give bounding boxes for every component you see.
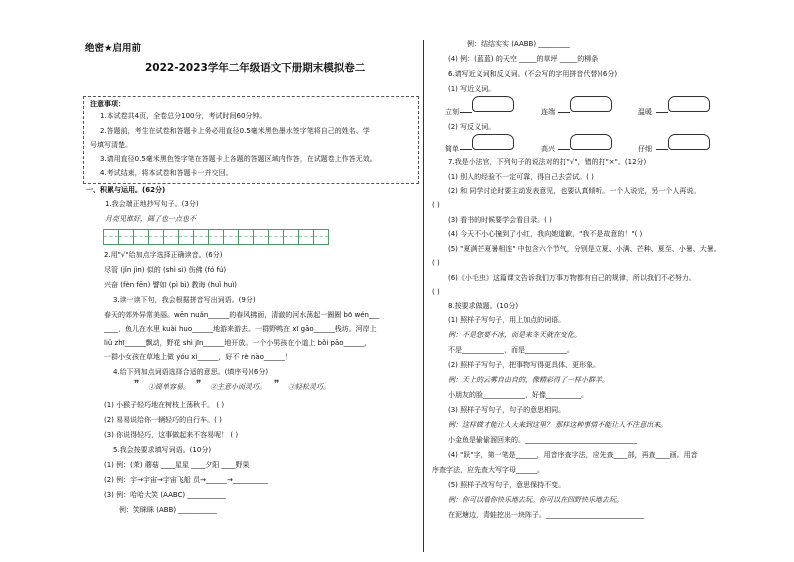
q7-item-5: (5) "夏满芒夏暑相连" 中包含六个节气，分别是立夏、小满、芒种、夏至、小暑、大暑。 bbox=[448, 245, 721, 253]
q5-row-4: 例：笑眯眯 (ABB) ___________ bbox=[119, 506, 217, 514]
q8-item-5: (5) 照样子改写句子，意思保持不变。 bbox=[448, 481, 566, 489]
q8-item-1: (1) 照样子写句子，用上加点的词语。 bbox=[448, 316, 566, 324]
q8-item-3-example: 例：这样做才能让人大来到这里？ 那样这种事情不能让人不注意出来。 bbox=[448, 421, 668, 429]
q3-line-3: liǔ zhī______飘动，野花 shì jīn______地开放。一个小男孩在小道上 bǒi pāo______， bbox=[104, 339, 372, 347]
page-title: 2022-2023学年二年级语文下册期末模拟卷二 bbox=[145, 62, 366, 74]
q8-item-2-answer: 小朋友的脸____________，好像__________。 bbox=[448, 391, 588, 399]
q4-item-2: (2) 易易说给你一辆轻巧的自行车。( ) bbox=[104, 416, 222, 424]
q8-item-2: (2) 照样子写句子，把事物写得更具体、更形象。 bbox=[448, 361, 601, 369]
q2-row-2: 兴奋 (fèn fēn) 譬如 (pì bì) 教诲 (huǐ huì) bbox=[104, 281, 238, 289]
q3-prompt: 3.读一读下句，我会根据拼音写出词语。(9分) bbox=[113, 296, 256, 304]
q2-prompt: 2.用"√"给加点字选择正确读音。(6分) bbox=[104, 251, 223, 259]
q6-near-word-2: 连端 bbox=[541, 108, 555, 116]
answer-box[interactable] bbox=[668, 96, 710, 112]
q6-anti-word-1: 简单 bbox=[445, 145, 459, 153]
notice-heading: 注意事项： bbox=[90, 100, 125, 108]
q3-line-4: 一群小女孩在草地上做 yóu xì______，好不 rè nào______！ bbox=[104, 353, 292, 361]
answer-box[interactable] bbox=[570, 96, 612, 112]
q7-item-2-bracket: ( ) bbox=[432, 201, 440, 209]
option-bubble-icon: ❞ bbox=[274, 379, 280, 390]
notice-item-3: 3.请用直径0.5毫米黑色签字笔在答题卡上各题的答题区域内作答，在试题卷上作答无效。 bbox=[100, 155, 377, 163]
connector-line bbox=[558, 112, 570, 113]
q8-item-2-example: 例：天上的云雾自由自的，像精彩得了一样小群羊。 bbox=[448, 376, 609, 384]
q7-item-3: (3) 看书的时候要学会看目录。( ) bbox=[448, 216, 552, 224]
q8-item-4-cont: 序查字法，应先查大写字母______。 bbox=[432, 466, 544, 474]
q7-item-5-bracket: ( ) bbox=[432, 259, 440, 267]
r-item-4: (4) 例：(蓝蓝) 的天空 _____的草坪 _____的柳条 bbox=[448, 55, 599, 63]
q6-near-word-1: 立刻 bbox=[445, 108, 459, 116]
q4-prompt: 4.给下列加点词语选择合适的意思。(填序号)(6分) bbox=[113, 368, 269, 376]
answer-box[interactable] bbox=[668, 134, 710, 150]
writing-grid[interactable] bbox=[103, 229, 328, 243]
q8-item-3-answer: 小金鱼是偷偷溜回来的。________________________________ bbox=[448, 436, 637, 444]
connector-line bbox=[558, 149, 570, 150]
answer-box[interactable] bbox=[570, 134, 612, 150]
connector-line bbox=[460, 149, 472, 150]
q7-item-6: (6)《小毛虫》这篇课文告诉我们万事万物都有自己的规律，所以我们不必努力。 bbox=[448, 274, 696, 282]
q6-near-word-3: 温暖 bbox=[638, 108, 652, 116]
notice-item-2b: 号填写清楚。 bbox=[90, 141, 132, 149]
q1-prompt: 1.我会端正地抄写句子。(3分) bbox=[105, 200, 199, 208]
q8-prompt: 8.按要求做题。(10分) bbox=[448, 302, 519, 310]
notice-item-2: 2.答题前，考生在试卷和答题卡上务必用直径0.5毫米黑色墨水签字笔将自己的姓名、学 bbox=[100, 127, 370, 135]
q3-line-1: 春天的郊外异常美丽。wēn nuǎn______的春风拂面，清澈的河水荡起一圈圈 bō wén___ bbox=[104, 311, 380, 319]
option-bubble-icon: ❞ bbox=[134, 379, 140, 390]
q7-item-4: (4) 今天不小心撞到了小红，我向她道歉，"我不是故意的！"( ) bbox=[448, 230, 643, 238]
q7-item-2: (2) 和 同学讨论时要主动发表意见，也要认真倾听。一个人说完，另一个人再说。 bbox=[448, 187, 701, 195]
notice-item-4: 4.考试结束，将本试卷和答题卡一并交回。 bbox=[100, 169, 233, 177]
q4-option-3: ③轻松灵巧。 bbox=[288, 383, 330, 391]
q2-row-1: 尽管 (jǐn jìn) 似的 (shì sì) 伤佛 (fó fú) bbox=[104, 266, 227, 274]
answer-box[interactable] bbox=[472, 134, 514, 150]
answer-box[interactable] bbox=[472, 96, 514, 112]
q8-item-4: (4) "跃"字，第一笔是______，用音序查字法，应先查____部，再查____画。用音 bbox=[448, 451, 698, 459]
q6-anti-word-3: 仔细 bbox=[638, 145, 652, 153]
q1-sentence: 月亮见谁好，圆了也一点也不 bbox=[105, 215, 196, 223]
q7-item-6-bracket: ( ) bbox=[432, 288, 440, 296]
q4-item-1: (1) 小猴子轻巧地在树枝上荡秋千。 ( ) bbox=[104, 401, 225, 409]
q8-item-1-example: 例：不是您要不冰，而是来冬天就在变化。 bbox=[448, 331, 581, 339]
q3-line-2: ____，鱼儿在水里 kuài huo______地游来游去。一群野鸭在 xī gāo______栈坊。河岸上 bbox=[104, 325, 377, 333]
option-bubble-icon: ❞ bbox=[196, 379, 202, 390]
q4-option-2: ②主意小而灵巧。 bbox=[210, 383, 266, 391]
q8-item-5-example: 例：你可以看你快乐地去玩。你可以在四野快乐地去玩。 bbox=[448, 496, 623, 504]
q7-prompt: 7.我是小法官，下列句子的说法对的打"√"，错的打"×"。(12分) bbox=[448, 158, 647, 166]
q8-item-5-answer: 在泥塘边，青蛙挖出一块阵子。____________________________ bbox=[448, 511, 644, 519]
q5-prompt: 5.我会按要求填写词语。(10分) bbox=[113, 446, 212, 454]
q5-row-3: (3) 例：哈哈大笑 (AABC) ___________ bbox=[104, 491, 226, 499]
q4-option-1: ①简单容易。 bbox=[148, 383, 190, 391]
q6-anti-label: (2) 写反义词。 bbox=[448, 123, 496, 131]
q8-item-1-answer: 不是____________，而是____________。 bbox=[448, 346, 574, 354]
q4-item-3: (3) 你说得轻巧，这事做起来不容易呢！ ( ) bbox=[104, 431, 239, 439]
connector-line bbox=[656, 112, 668, 113]
secret-label: 绝密★启用前 bbox=[85, 43, 142, 54]
q5-row-2: (2) 例：宇→宇宙→宇宙飞船 员→______→__________ bbox=[104, 476, 268, 484]
q5-row-1: (1) 例：(茉) 蘑菇 ____星星 ____夕阳 ____野果 bbox=[104, 461, 250, 469]
section-heading: 一、积累与运用。(62分) bbox=[86, 186, 166, 194]
column-divider bbox=[423, 40, 424, 552]
q6-near-label: (1) 写近义词。 bbox=[448, 85, 496, 93]
r-example: 例：结结实实 (AABB) _________ bbox=[467, 40, 570, 48]
q6-prompt: 6.请写近义词和反义词。(不会写的字用拼音代替)(6分) bbox=[448, 70, 618, 78]
q6-anti-word-2: 高兴 bbox=[541, 145, 555, 153]
notice-item-1: 1.本试卷共4页，全卷总分100分，考试时间60分钟。 bbox=[100, 112, 267, 120]
connector-line bbox=[460, 112, 472, 113]
connector-line bbox=[656, 149, 668, 150]
q8-item-3: (3) 照样子写句子，句子的意思相同。 bbox=[448, 406, 566, 414]
q7-item-1: (1) 别人的经验不一定可靠，得自己去尝试。( ) bbox=[448, 173, 594, 181]
